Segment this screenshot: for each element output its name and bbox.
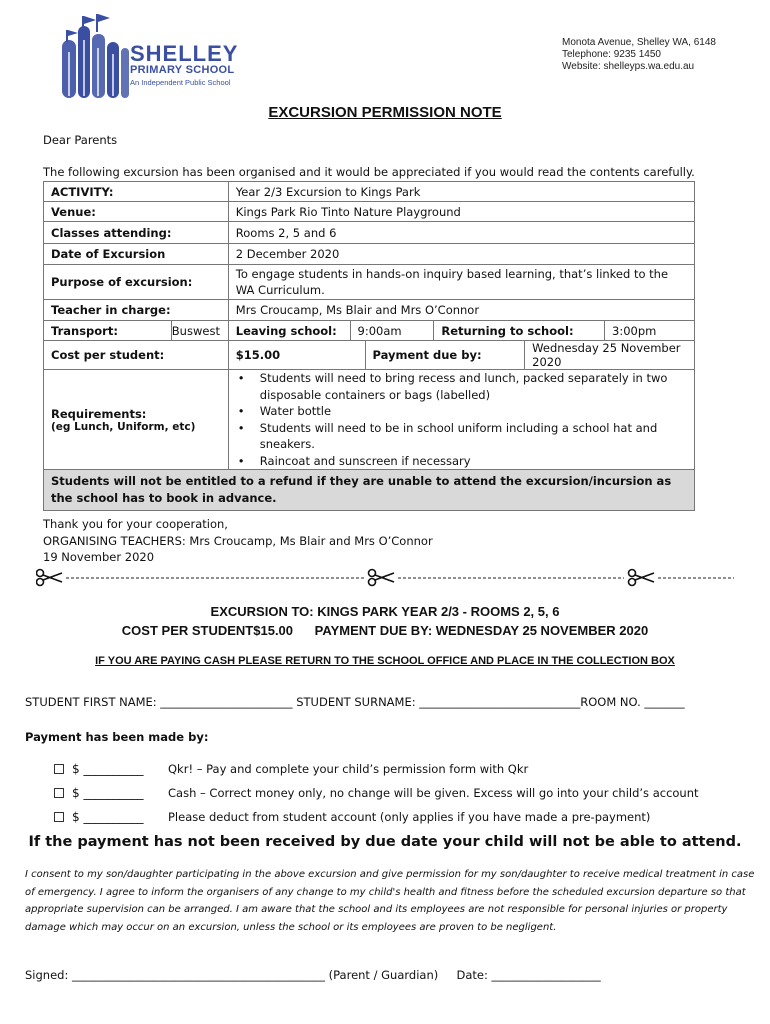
table-row	[44, 244, 695, 265]
teacher-value: Mrs Croucamp, Ms Blair and Mrs O’Connor	[228, 300, 694, 321]
consent-statement: I consent to my son/daughter participating in the above excursion and give permission for my son/daughter to receive medical treatment in case of emergency. I agree to inform the organisers of any change to my child's health and fitness before the scheduled excursion departure so that appropriate supervision can be arranged. I am aware that the school and its employees are not responsible for personal injuries or property damage which may occur on an excursion, unless the school or its employees are proven to be negligent.	[25, 869, 755, 933]
payment-made-heading: Payment has been made by:	[25, 730, 209, 744]
amount-blank[interactable]: $ __________	[72, 786, 144, 800]
refund-note: Students will not be entitled to a refund if they are unable to attend the excursion/incursion as the school has to book in advance.	[44, 470, 695, 511]
payment-option-desc: Please deduct from student account (only applies if you have made a pre-payment)	[168, 810, 651, 824]
payment-option-account[interactable]	[54, 810, 143, 824]
organising-teachers: ORGANISING TEACHERS: Mrs Croucamp, Ms Blair and Mrs O’Connor	[43, 534, 433, 548]
school-contact	[562, 37, 716, 73]
returning-value: 3:00pm	[605, 321, 695, 341]
payment-option-cash[interactable]	[54, 786, 143, 800]
requirements-sub: (eg Lunch, Uniform, etc)	[51, 420, 196, 433]
school-telephone: Telephone: 9235 1450	[562, 49, 661, 60]
requirements-list-cell	[228, 370, 694, 470]
scissors-icon	[629, 570, 655, 586]
purpose-value: To engage students in hands-on inquiry based learning, that’s linked to the WA Curriculum.	[228, 265, 694, 300]
leaving-value: 9:00am	[350, 321, 434, 341]
intro-text: The following excursion has been organised and it would be appreciated if you would read the contents carefully.	[43, 165, 695, 179]
slip-heading-cost: COST PER STUDENT$15.00 PAYMENT DUE BY: WEDNESDAY 25 NOVEMBER 2020	[121, 623, 649, 638]
amount-blank[interactable]: $ __________	[72, 762, 144, 776]
cut-line	[36, 566, 736, 588]
table-row	[44, 300, 695, 321]
purpose-label: Purpose of excursion:	[44, 265, 229, 300]
venue-value: Kings Park Rio Tinto Nature Playground	[228, 202, 694, 222]
cash-instruction: IF YOU ARE PAYING CASH PLEASE RETURN TO THE SCHOOL OFFICE AND PLACE IN THE COLLECTION BOX	[95, 655, 675, 667]
school-tagline: An Independent Public School	[130, 78, 231, 87]
activity-label: ACTIVITY:	[44, 182, 229, 202]
cost-value: $15.00	[228, 341, 365, 370]
checkbox[interactable]	[54, 812, 64, 822]
payment-option-qkr[interactable]	[54, 762, 143, 776]
classes-value: Rooms 2, 5 and 6	[228, 222, 694, 244]
payment-warning: If the payment has not been received by due date your child will not be able to attend.	[28, 834, 742, 850]
thanks-text: Thank you for your cooperation,	[43, 517, 228, 531]
table-row	[44, 202, 695, 222]
payment-due-value: Wednesday 25 November 2020	[525, 341, 695, 370]
slip-heading-excursion: EXCURSION TO: KINGS PARK YEAR 2/3 - ROOMS 2, 5, 6	[210, 604, 560, 619]
amount-blank[interactable]: $ __________	[72, 810, 144, 824]
checkbox[interactable]	[54, 764, 64, 774]
school-subtitle: PRIMARY SCHOOL	[130, 64, 235, 76]
excursion-details-table	[43, 181, 695, 511]
table-row	[44, 370, 695, 470]
transport-label: Transport:	[44, 321, 172, 341]
table-row	[44, 341, 695, 370]
page-title	[0, 104, 770, 121]
leaving-label: Leaving school:	[228, 321, 350, 341]
list-item: • Water bottle	[236, 403, 687, 420]
requirements-label-cell	[44, 370, 229, 470]
returning-label: Returning to school:	[434, 321, 605, 341]
classes-label: Classes attending:	[44, 222, 229, 244]
teacher-label: Teacher in charge:	[44, 300, 229, 321]
payment-option-desc: Cash – Correct money only, no change will be given. Excess will go into your child’s account	[168, 786, 699, 800]
scissors-icon	[369, 570, 395, 586]
venue-label: Venue:	[44, 202, 229, 222]
table-row	[44, 182, 695, 202]
table-row	[44, 222, 695, 244]
scissors-icon	[37, 570, 63, 586]
payment-option-desc: Qkr! – Pay and complete your child’s permission form with Qkr	[168, 762, 529, 776]
table-row	[44, 321, 695, 341]
list-item: • Raincoat and sunscreen if necessary	[236, 453, 687, 470]
school-address: Monota Avenue, Shelley WA, 6148	[562, 37, 716, 48]
activity-value: Year 2/3 Excursion to Kings Park	[228, 182, 694, 202]
table-row	[44, 265, 695, 300]
list-item: • Students will need to be in school uniform including a school hat and sneakers.	[236, 420, 687, 453]
list-item: • Students will need to bring recess and lunch, packed separately in two disposable containers or bags (labelled)	[236, 370, 687, 403]
greeting: Dear Parents	[43, 133, 118, 147]
school-name: SHELLEY	[130, 41, 239, 66]
checkbox[interactable]	[54, 788, 64, 798]
requirements-label: Requirements:	[51, 406, 147, 421]
student-details-line[interactable]: STUDENT FIRST NAME: _______________________ STUDENT SURNAME: ____________________________ROOM NO. _______	[25, 695, 685, 709]
date-label: Date of Excursion	[44, 244, 229, 265]
signature-line[interactable]: Signed: ____________________________________________ (Parent / Guardian) Date: ___________________	[25, 968, 601, 982]
table-row	[44, 470, 695, 511]
requirements-list	[236, 370, 687, 469]
title-text: EXCURSION PERMISSION NOTE	[268, 104, 502, 121]
date-value: 2 December 2020	[228, 244, 694, 265]
cost-label: Cost per student:	[44, 341, 229, 370]
letter-date: 19 November 2020	[43, 550, 155, 564]
transport-value: Buswest	[171, 321, 228, 341]
school-website: Website: shelleyps.wa.edu.au	[562, 61, 695, 72]
payment-due-label: Payment due by:	[365, 341, 525, 370]
